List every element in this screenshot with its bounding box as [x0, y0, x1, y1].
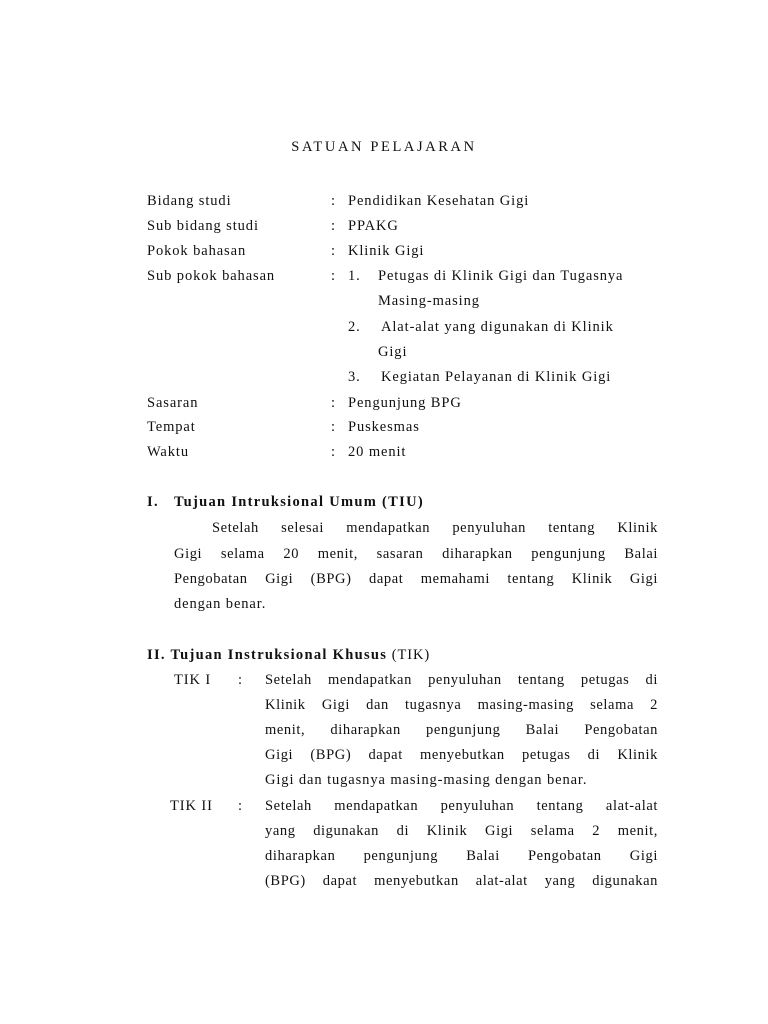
sub-pokok-item-number: 3. [348, 369, 361, 385]
sub-pokok-item-text: Kegiatan Pelayanan di Klinik Gigi [381, 369, 612, 385]
tik-line: (BPG) dapat menyebutkan alat-alat yang digunakan [265, 873, 658, 889]
tik-label: TIK II [170, 798, 213, 814]
tik-separator: : [238, 798, 243, 814]
tik-line: Klinik Gigi dan tugasnya masing-masing selama 2 [265, 697, 658, 713]
sub-bidang-studi-separator: : [331, 218, 336, 234]
paragraph-line: Pengobatan Gigi (BPG) dapat memahami tentang Klinik Gigi [174, 571, 658, 587]
pokok-bahasan-label: Pokok bahasan [147, 243, 247, 259]
sub-bidang-studi-value: PPAKG [348, 218, 399, 234]
sasaran-label: Sasaran [147, 395, 199, 411]
tik-line: yang digunakan di Klinik Gigi selama 2 menit, [265, 823, 658, 839]
pokok-bahasan-separator: : [331, 243, 336, 259]
tik-line: diharapkan pengunjung Balai Pengobatan Gigi [265, 848, 658, 864]
sub-pokok-item-text: Petugas di Klinik Gigi dan Tugasnya [378, 268, 624, 284]
tik-line: Setelah mendapatkan penyuluhan tentang alat-alat [265, 798, 658, 814]
paragraph-line: dengan benar. [174, 596, 267, 612]
waktu-separator: : [331, 444, 336, 460]
bidang-studi-separator: : [331, 193, 336, 209]
sasaran-value: Pengunjung BPG [348, 395, 462, 411]
tik-line: Gigi (BPG) dapat menyebutkan petugas di Klinik [265, 747, 658, 763]
tempat-value: Puskesmas [348, 419, 420, 435]
section-heading-suffix: (TIK) [391, 647, 431, 663]
sasaran-separator: : [331, 395, 336, 411]
sub-pokok-item-text: Alat-alat yang digunakan di Klinik [381, 319, 614, 335]
tik-line: menit, diharapkan pengunjung Balai Pengobatan [265, 722, 658, 738]
tik-line: Setelah mendapatkan penyuluhan tentang petugas di [265, 672, 658, 688]
sub-bidang-studi-label: Sub bidang studi [147, 218, 259, 234]
section-number: I. [147, 494, 159, 510]
tempat-separator: : [331, 419, 336, 435]
section-heading: Tujuan Intruksional Umum (TIU) [174, 494, 424, 510]
pokok-bahasan-value: Klinik Gigi [348, 243, 425, 259]
bidang-studi-label: Bidang studi [147, 193, 232, 209]
sub-pokok-bahasan-label: Sub pokok bahasan [147, 268, 276, 284]
section-heading [147, 646, 430, 664]
paragraph-line: Gigi selama 20 menit, sasaran diharapkan pengunjung Balai [174, 546, 658, 562]
document-title: SATUAN PELAJARAN [291, 139, 477, 155]
section-heading-bold: II. Tujuan Instruksional Khusus [147, 647, 388, 663]
tempat-label: Tempat [147, 419, 196, 435]
sub-pokok-item-text: Gigi [378, 344, 408, 360]
tik-separator: : [238, 672, 243, 688]
tik-label: TIK I [174, 672, 212, 688]
waktu-label: Waktu [147, 444, 189, 460]
bidang-studi-value: Pendidikan Kesehatan Gigi [348, 193, 530, 209]
sub-pokok-item-number: 1. [348, 268, 361, 284]
paragraph-line: Setelah selesai mendapatkan penyuluhan tentang Klinik [212, 520, 658, 536]
sub-pokok-bahasan-separator: : [331, 268, 336, 284]
waktu-value: 20 menit [348, 444, 407, 460]
sub-pokok-item-number: 2. [348, 319, 361, 335]
tik-line: Gigi dan tugasnya masing-masing dengan benar. [265, 772, 588, 788]
sub-pokok-item-text: Masing-masing [378, 293, 480, 309]
